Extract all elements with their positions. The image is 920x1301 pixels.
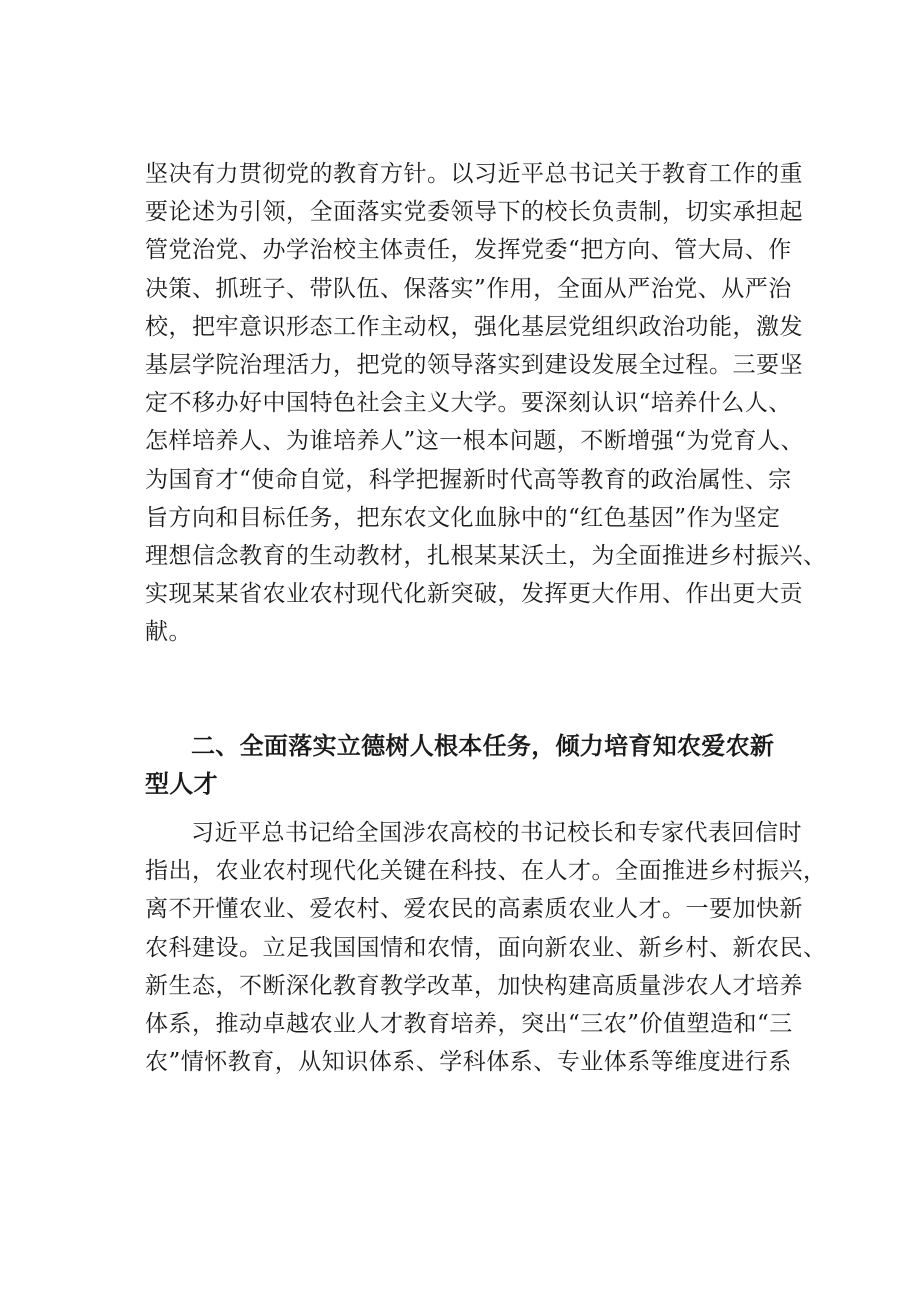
heading-line: 型人才 <box>145 770 218 798</box>
paragraph-line: 管党治党、办学治校主体责任，发挥党委“把方向、管大局、作 <box>145 237 792 264</box>
paragraph-line: 要论述为引领，全面落实党委领导下的校长负责制，切实承担起 <box>145 199 803 226</box>
paragraph-1 <box>145 155 827 651</box>
section-heading-2 <box>145 727 810 803</box>
paragraph-line: 体系，推动卓越农业人才教育培养，突出“三农”价值塑造和“三 <box>145 1010 793 1037</box>
paragraph-line: 农”情怀教育，从知识体系、学科体系、专业体系等维度进行系 <box>145 1049 792 1076</box>
paragraph-2 <box>145 814 827 1081</box>
paragraph-line: 离不开懂农业、爱农村、爱农民的高素质农业人才。一要加快新 <box>145 896 803 923</box>
paragraph-line: 实现某某省农业农村现代化新突破，发挥更大作用、作出更大贡 <box>145 581 803 608</box>
paragraph-line: 定不移办好中国特色社会主义大学。要深刻认识“培养什么人、 <box>145 390 792 417</box>
paragraph-line: 校，把牢意识形态工作主动权，强化基层党组织政治功能，激发 <box>145 313 803 340</box>
paragraph-line: 新生态，不断深化教育教学改革，加快构建高质量涉农人才培养 <box>145 972 803 999</box>
paragraph-line: 习近平总书记给全国涉农高校的书记校长和专家代表回信时 <box>191 820 802 846</box>
paragraph-line: 决策、抓班子、带队伍、保落实”作用，全面从严治党、从严治 <box>145 275 792 302</box>
paragraph-line: 理想信念教育的生动教材，扎根某某沃土，为全面推进乡村振兴、 <box>145 542 827 569</box>
paragraph-line: 农科建设。立足我国国情和农情，面向新农业、新乡村、新农民、 <box>145 934 827 961</box>
paragraph-line: 基层学院治理活力，把党的领导落实到建设发展全过程。三要坚 <box>145 351 803 378</box>
paragraph-line: 旨方向和目标任务，把东农文化血脉中的“红色基因”作为坚定 <box>145 504 781 531</box>
paragraph-line: 指出，农业农村现代化关键在科技、在人才。全面推进乡村振兴， <box>145 858 827 885</box>
paragraph-line: 怎样培养人、为谁培养人”这一根本问题，不断增强“为党育人、 <box>145 428 805 455</box>
heading-line: 二、全面落实立德树人根本任务，倾力培育知农爱农新 <box>191 732 775 760</box>
paragraph-line: 为国育才“使命自觉，科学把握新时代高等教育的政治属性、宗 <box>145 466 792 493</box>
paragraph-line: 献。 <box>145 619 192 646</box>
paragraph-line: 坚决有力贯彻党的教育方针。以习近平总书记关于教育工作的重 <box>145 161 803 187</box>
